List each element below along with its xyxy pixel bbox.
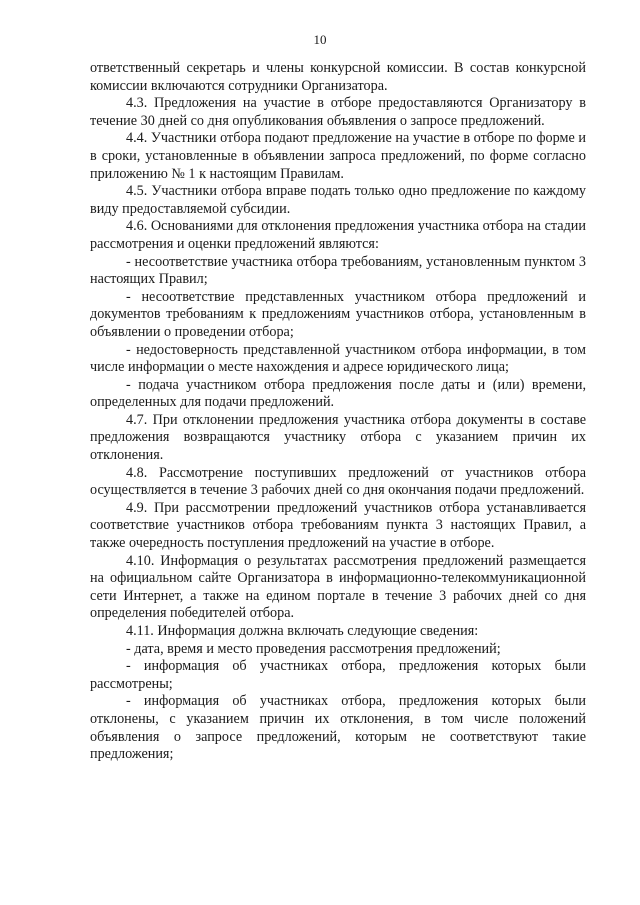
document-body: [90, 60, 586, 764]
paragraph: 4.7. При отклонении предложения участника отбора документы в составе предложения возвращаются участнику отбора с указанием причин их отклонения.: [90, 411, 586, 464]
page-number: 10: [313, 32, 327, 47]
paragraph: 4.3. Предложения на участие в отборе предоставляются Организатору в течение 30 дней со дня опубликования объявления о запросе предложений.: [90, 95, 586, 129]
list-item: - несоответствие участника отбора требованиям, установленным пунктом 3 настоящих Правил;: [90, 253, 586, 288]
list-item: - дата, время и место проведения рассмотрения предложений;: [126, 640, 501, 657]
list-item: - информация об участниках отбора, предложения которых были отклонены, с указанием причин их отклонения, в том числе положений объявления о запросе предложений, которым не соответствуют такие предложения;: [90, 693, 586, 763]
list-item: - информация об участниках отбора, предложения которых были рассмотрены;: [90, 658, 586, 692]
paragraph: 4.5. Участники отбора вправе подать только одно предложение по каждому виду предоставляемой субсидии.: [90, 183, 586, 217]
paragraph: 4.6. Основаниями для отклонения предложения участника отбора на стадии рассмотрения и оценки предложений являются:: [90, 218, 586, 252]
paragraph: 4.8. Рассмотрение поступивших предложений от участников отбора осуществляется в течение 3 рабочих дней со дня окончания подачи предложений.: [90, 464, 586, 499]
paragraph: 4.10. Информация о результатах рассмотрения предложений размещается на официальном сайте Организатора в информационно-телекоммуникационной сети Интернет, а также на едином портале в течение 3 рабочих дней со дня определения победителей отбора.: [90, 552, 586, 622]
paragraph: ответственный секретарь и члены конкурсной комиссии. В состав конкурсной комиссии включаются сотрудники Организатора.: [90, 60, 586, 94]
list-item: - подача участником отбора предложения после даты и (или) времени, определенных для подачи предложений.: [90, 376, 586, 411]
list-item: - несоответствие представленных участником отбора предложений и документов требованиям к предложениям участников отбора, установленным в объявлении о проведении отбора;: [90, 288, 586, 340]
paragraph: 4.9. При рассмотрении предложений участников отбора устанавливается соответствие участников отбора требованиям пункта 3 настоящих Правил, а также очередность поступления предложений на участие в отборе.: [90, 499, 586, 552]
paragraph: 4.11. Информация должна включать следующие сведения:: [126, 623, 479, 639]
paragraph: 4.4. Участники отбора подают предложение на участие в отборе по форме и в сроки, установленные в объявлении запроса предложений, по форме согласно приложению № 1 к настоящим Правилам.: [90, 130, 586, 182]
list-item: - недостоверность представленной участником отбора информации, в том числе информации о месте нахождения и адресе юридического лица;: [90, 341, 586, 376]
